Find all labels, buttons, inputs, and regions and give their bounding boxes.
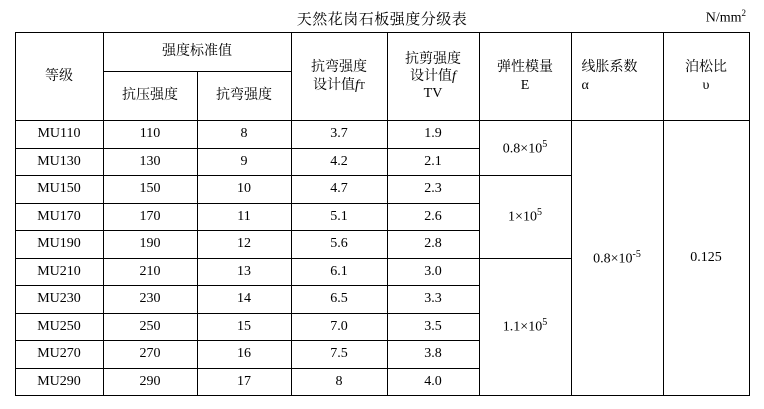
cell-shear-design-value: 1.9 xyxy=(387,121,479,149)
strength-grade-table xyxy=(15,32,750,396)
elastic-modulus-base: 0.8×10 xyxy=(502,141,543,157)
header-flexural-design xyxy=(291,33,387,121)
cell-flexural-design-value: 3.7 xyxy=(291,121,387,149)
cell-flexural-strength: 13 xyxy=(197,258,291,286)
cell-flexural-strength: 16 xyxy=(197,341,291,369)
header-poisson-ratio xyxy=(663,33,749,121)
cell-flexural-strength: 9 xyxy=(197,148,291,176)
cell-flexural-design-value: 6.1 xyxy=(291,258,387,286)
header-flexural-design-line1: 抗弯强度 xyxy=(311,60,367,76)
cell-flexural-design-value: 5.1 xyxy=(291,203,387,231)
elastic-modulus-base: 1×10 xyxy=(508,210,537,226)
header-elastic-line2: E xyxy=(520,77,530,93)
cell-grade: MU290 xyxy=(15,368,103,396)
cell-compressive-strength: 210 xyxy=(103,258,197,286)
table-body xyxy=(15,121,749,396)
cell-flexural-design-value: 6.5 xyxy=(291,286,387,314)
header-shear-design-line2 xyxy=(388,68,479,85)
cell-grade: MU230 xyxy=(15,286,103,314)
header-shear-design-text: 设计值 xyxy=(410,68,453,84)
cell-compressive-strength: 250 xyxy=(103,313,197,341)
cell-flexural-design-value: 7.5 xyxy=(291,341,387,369)
cell-flexural-design-value: 8 xyxy=(291,368,387,396)
header-grade: 等级 xyxy=(15,33,103,121)
cell-elastic-modulus xyxy=(479,258,571,396)
cell-flexural-design-value: 4.7 xyxy=(291,176,387,204)
cell-shear-design-value: 2.1 xyxy=(387,148,479,176)
expansion-exponent: -5 xyxy=(632,248,641,260)
cell-compressive-strength: 230 xyxy=(103,286,197,314)
cell-expansion-coefficient xyxy=(571,121,663,396)
cell-grade: MU110 xyxy=(15,121,103,149)
cell-flexural-strength: 11 xyxy=(197,203,291,231)
cell-grade: MU150 xyxy=(15,176,103,204)
header-flexural-strength: 抗弯强度 xyxy=(197,72,291,121)
cell-flexural-strength: 17 xyxy=(197,368,291,396)
unit-text: N/mm xyxy=(705,10,742,26)
cell-shear-design-value: 3.3 xyxy=(387,286,479,314)
table-header xyxy=(15,33,749,121)
header-elastic-line1: 弹性模量 xyxy=(497,60,553,76)
cell-flexural-strength: 10 xyxy=(197,176,291,204)
cell-grade: MU270 xyxy=(15,341,103,369)
header-poisson-line2: υ xyxy=(702,77,710,93)
table-row xyxy=(15,121,749,149)
cell-shear-design-value: 2.8 xyxy=(387,231,479,259)
header-expansion-line2: α xyxy=(581,77,589,93)
cell-flexural-strength: 12 xyxy=(197,231,291,259)
header-strength-standard: 强度标准值 xyxy=(103,33,291,72)
cell-flexural-strength: 15 xyxy=(197,313,291,341)
cell-grade: MU250 xyxy=(15,313,103,341)
title-row xyxy=(0,0,764,32)
cell-flexural-strength: 8 xyxy=(197,121,291,149)
cell-compressive-strength: 150 xyxy=(103,176,197,204)
cell-shear-design-value: 3.0 xyxy=(387,258,479,286)
elastic-modulus-base: 1.1×10 xyxy=(502,320,543,336)
elastic-modulus-exponent: 5 xyxy=(542,317,548,329)
cell-shear-design-value: 2.3 xyxy=(387,176,479,204)
header-shear-design-line1: 抗剪强度 xyxy=(405,51,461,67)
cell-elastic-modulus xyxy=(479,176,571,259)
cell-poisson-ratio: 0.125 xyxy=(663,121,749,396)
elastic-modulus-exponent: 5 xyxy=(536,207,542,219)
header-poisson-line1: 泊松比 xyxy=(685,60,727,76)
header-shear-design-symbol: f xyxy=(452,68,456,84)
cell-compressive-strength: 130 xyxy=(103,148,197,176)
cell-compressive-strength: 170 xyxy=(103,203,197,231)
cell-shear-design-value: 3.8 xyxy=(387,341,479,369)
cell-flexural-design-value: 4.2 xyxy=(291,148,387,176)
header-elastic-modulus xyxy=(479,33,571,121)
unit-exponent: 2 xyxy=(741,8,746,18)
header-flexural-design-symbol: f xyxy=(355,77,359,93)
cell-compressive-strength: 190 xyxy=(103,231,197,259)
page-title: 天然花岗石板强度分级表 xyxy=(296,12,468,28)
header-flexural-design-line2 xyxy=(292,77,387,94)
cell-grade: MU210 xyxy=(15,258,103,286)
cell-elastic-modulus xyxy=(479,121,571,176)
cell-shear-design-value: 2.6 xyxy=(387,203,479,231)
header-shear-design xyxy=(387,33,479,121)
cell-shear-design-value: 4.0 xyxy=(387,368,479,396)
cell-compressive-strength: 270 xyxy=(103,341,197,369)
cell-flexural-design-value: 7.0 xyxy=(291,313,387,341)
cell-grade: MU170 xyxy=(15,203,103,231)
elastic-modulus-exponent: 5 xyxy=(542,138,548,150)
cell-compressive-strength: 290 xyxy=(103,368,197,396)
unit-label xyxy=(706,8,746,27)
cell-flexural-strength: 14 xyxy=(197,286,291,314)
cell-grade: MU130 xyxy=(15,148,103,176)
cell-grade: MU190 xyxy=(15,231,103,259)
header-expansion-line1: 线胀系数 xyxy=(581,60,638,76)
header-expansion-coefficient xyxy=(571,33,663,121)
cell-shear-design-value: 3.5 xyxy=(387,313,479,341)
cell-flexural-design-value: 5.6 xyxy=(291,231,387,259)
cell-compressive-strength: 110 xyxy=(103,121,197,149)
header-row-1 xyxy=(15,33,749,72)
header-flexural-design-subscript: T xyxy=(358,80,365,92)
header-compressive-strength: 抗压强度 xyxy=(103,72,197,121)
header-flexural-design-text: 设计值 xyxy=(313,77,355,93)
header-shear-design-subscript: TV xyxy=(423,86,443,102)
expansion-base: 0.8×10 xyxy=(593,251,633,267)
